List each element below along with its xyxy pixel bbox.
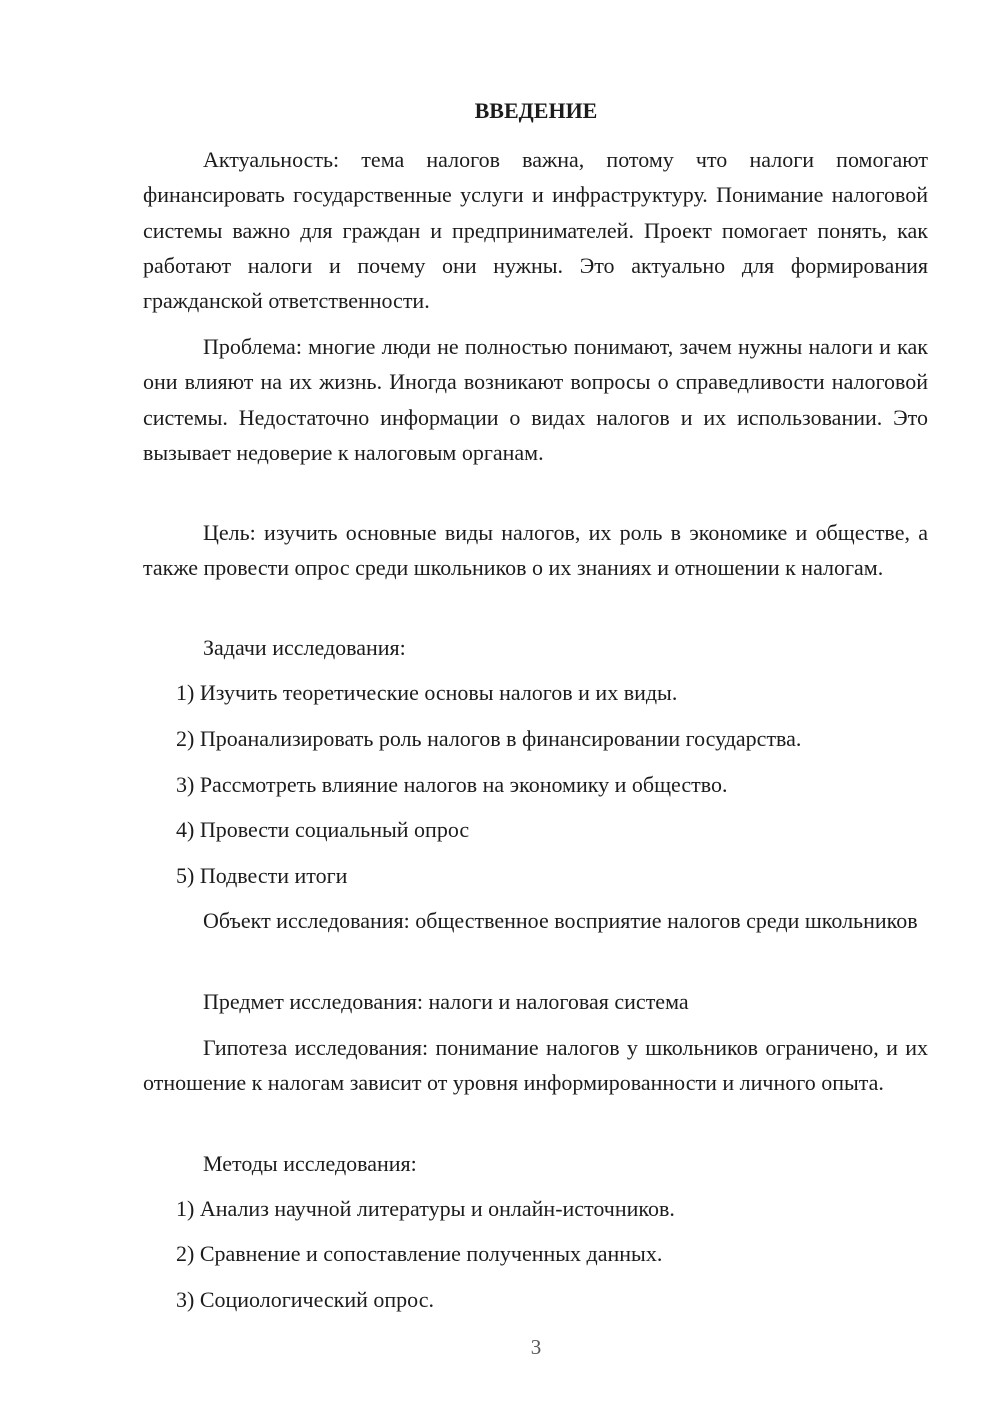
task-item-4: 4) Провести социальный опрос: [176, 817, 470, 842]
problem-paragraph: Проблема: многие люди не полностью понимают, зачем нужны налоги и как они влияют на их жизнь. Иногда возникают вопросы о справедливости налоговой системы. Недостаточно информации о видах налогов и их использовании. Это вызывает недоверие к налоговым органам.: [143, 334, 928, 465]
subject-paragraph: Предмет исследования: налоги и налоговая система: [203, 989, 689, 1014]
tasks-heading: Задачи исследования:: [203, 635, 406, 660]
page-title: ВВЕДЕНИЕ: [474, 98, 598, 123]
task-item-5: 5) Подвести итоги: [176, 863, 348, 888]
relevance-paragraph: Актуальность: тема налогов важна, потому что налоги помогают финансировать государственные услуги и инфраструктуру. Понимание налоговой системы важно для граждан и предпринимателей. Проект помогает понять, как работают налоги и почему они нужны. Это актуально для формирования гражданской ответственности.: [143, 147, 928, 314]
goal-paragraph: Цель: изучить основные виды налогов, их роль в экономике и обществе, а также провести опрос среди школьников о их знаниях и отношении к налогам.: [143, 520, 928, 581]
methods-heading: Методы исследования:: [203, 1151, 417, 1176]
page-number: 3: [530, 1335, 542, 1359]
method-item-1: 1) Анализ научной литературы и онлайн-источников.: [176, 1196, 675, 1221]
method-item-2: 2) Сравнение и сопоставление полученных данных.: [176, 1241, 663, 1266]
task-item-2: 2) Проанализировать роль налогов в финансировании государства.: [176, 726, 802, 751]
task-item-3: 3) Рассмотреть влияние налогов на экономику и общество.: [176, 772, 728, 797]
object-paragraph: Объект исследования: общественное восприятие налогов среди школьников: [203, 908, 918, 933]
task-item-1: 1) Изучить теоретические основы налогов и их виды.: [176, 680, 678, 705]
method-item-3: 3) Социологический опрос.: [176, 1287, 434, 1312]
hypothesis-paragraph: Гипотеза исследования: понимание налогов у школьников ограничено, и их отношение к налогам зависит от уровня информированности и личного опыта.: [143, 1035, 928, 1096]
